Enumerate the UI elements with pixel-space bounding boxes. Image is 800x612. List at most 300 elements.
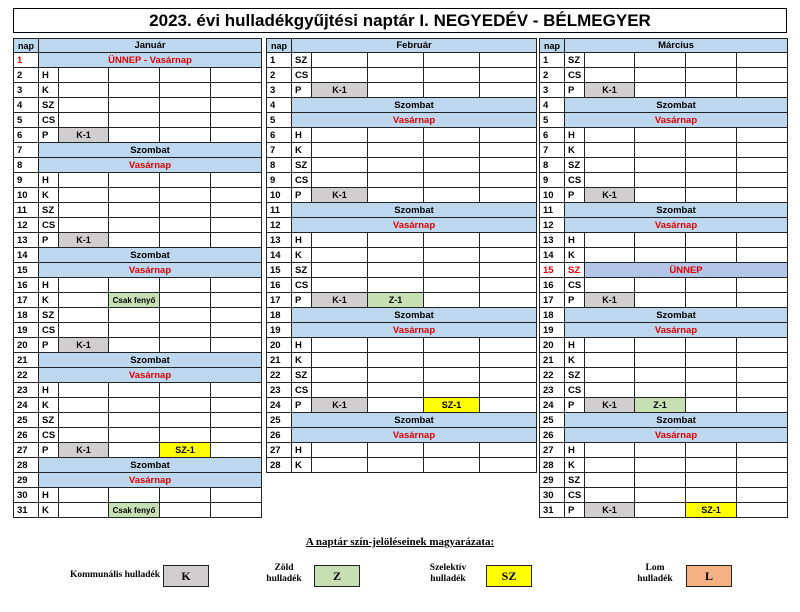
day-number: 31: [540, 503, 565, 518]
day-name: SZ: [292, 53, 312, 68]
collection-cell: [585, 353, 635, 368]
day-row: [14, 98, 262, 113]
day-name: K: [39, 188, 59, 203]
nap-header: nap: [14, 39, 39, 53]
day-name: CS: [39, 113, 59, 128]
day-row: [267, 143, 537, 158]
day-number: 28: [540, 458, 565, 473]
collection-cell: [312, 368, 368, 383]
collection-cell: [368, 398, 424, 413]
day-row: [14, 308, 262, 323]
day-name: CS: [565, 68, 585, 83]
collection-cell: [160, 68, 211, 83]
collection-cell: [585, 473, 635, 488]
collection-cell: [368, 188, 424, 203]
day-name: SZ: [39, 308, 59, 323]
collection-cell: [211, 173, 262, 188]
saturday-label: Szombat: [292, 203, 537, 218]
day-number: 17: [267, 293, 292, 308]
collection-cell: [368, 83, 424, 98]
collection-cell: [160, 188, 211, 203]
collection-k-cell: K-1: [59, 128, 109, 143]
day-name: K: [39, 83, 59, 98]
day-name: H: [565, 338, 585, 353]
day-number: 2: [540, 68, 565, 83]
day-name: SZ: [565, 263, 585, 278]
collection-cell: [160, 233, 211, 248]
collection-cell: [312, 383, 368, 398]
collection-cell: [312, 53, 368, 68]
day-name: CS: [39, 428, 59, 443]
collection-cell: [424, 338, 480, 353]
day-row: [540, 68, 788, 83]
day-number: 28: [14, 458, 39, 473]
collection-cell: [635, 458, 686, 473]
collection-k-cell: K-1: [59, 338, 109, 353]
collection-cell: [160, 413, 211, 428]
day-name: H: [39, 68, 59, 83]
day-row: [540, 398, 788, 413]
day-number: 4: [540, 98, 565, 113]
collection-cell: [480, 68, 537, 83]
day-number: 22: [14, 368, 39, 383]
day-number: 27: [540, 443, 565, 458]
collection-cell: [480, 158, 537, 173]
collection-cell: [368, 248, 424, 263]
legend-box-l: L: [686, 565, 732, 587]
month-header-row: [540, 39, 788, 53]
collection-cell: [480, 143, 537, 158]
day-row: [14, 188, 262, 203]
day-row: [14, 173, 262, 188]
legend-box-k: K: [163, 565, 209, 587]
day-number: 10: [267, 188, 292, 203]
day-name: H: [565, 443, 585, 458]
day-number: 24: [267, 398, 292, 413]
collection-cell: [59, 503, 109, 518]
collection-cell: [109, 188, 160, 203]
collection-cell: [424, 383, 480, 398]
collection-cell: [211, 443, 262, 458]
day-number: 18: [540, 308, 565, 323]
day-number: 18: [267, 308, 292, 323]
day-name: CS: [292, 173, 312, 188]
day-row: [540, 173, 788, 188]
day-row: [14, 248, 262, 263]
collection-cell: [312, 233, 368, 248]
day-row: [267, 53, 537, 68]
collection-cell: [585, 128, 635, 143]
day-name: K: [39, 503, 59, 518]
collection-k-cell: K-1: [585, 293, 635, 308]
collection-cell: [635, 188, 686, 203]
collection-cell: [424, 68, 480, 83]
collection-cell: [480, 263, 537, 278]
collection-cell: [424, 83, 480, 98]
february-table: [266, 38, 537, 473]
collection-cell: [368, 458, 424, 473]
saturday-label: Szombat: [292, 98, 537, 113]
day-number: 20: [14, 338, 39, 353]
day-row: [14, 458, 262, 473]
day-number: 28: [267, 458, 292, 473]
day-number: 26: [14, 428, 39, 443]
collection-cell: [211, 488, 262, 503]
saturday-label: Szombat: [565, 98, 788, 113]
day-name: P: [292, 83, 312, 98]
day-name: CS: [292, 383, 312, 398]
collection-cell: [59, 308, 109, 323]
collection-cell: [160, 218, 211, 233]
day-name: CS: [39, 323, 59, 338]
day-name: P: [565, 188, 585, 203]
day-number: 9: [267, 173, 292, 188]
day-number: 8: [267, 158, 292, 173]
collection-cell: [737, 53, 788, 68]
day-row: [14, 143, 262, 158]
collection-cell: [585, 278, 635, 293]
day-number: 20: [267, 338, 292, 353]
collection-cell: [585, 53, 635, 68]
day-number: 5: [14, 113, 39, 128]
collection-cell: [59, 68, 109, 83]
collection-cell: [109, 233, 160, 248]
day-name: P: [565, 293, 585, 308]
collection-cell: [368, 68, 424, 83]
collection-cell: [480, 83, 537, 98]
day-row: [267, 443, 537, 458]
day-number: 15: [14, 263, 39, 278]
collection-k-cell: K-1: [59, 443, 109, 458]
collection-sz-cell: SZ-1: [686, 503, 737, 518]
collection-cell: [635, 53, 686, 68]
collection-cell: [424, 53, 480, 68]
day-name: SZ: [39, 98, 59, 113]
collection-cell: [211, 68, 262, 83]
day-name: H: [292, 128, 312, 143]
collection-cell: [424, 233, 480, 248]
day-name: P: [292, 188, 312, 203]
collection-cell: [312, 353, 368, 368]
day-name: P: [292, 398, 312, 413]
day-row: [14, 293, 262, 308]
collection-cell: [59, 203, 109, 218]
collection-k-cell: K-1: [59, 233, 109, 248]
day-name: CS: [565, 278, 585, 293]
day-row: [14, 203, 262, 218]
day-name: P: [39, 233, 59, 248]
collection-cell: [160, 98, 211, 113]
collection-cell: [686, 473, 737, 488]
day-row: [540, 203, 788, 218]
collection-cell: [737, 458, 788, 473]
collection-cell: [424, 143, 480, 158]
day-name: K: [565, 248, 585, 263]
sunday-label: Vasárnap: [565, 113, 788, 128]
day-number: 26: [267, 428, 292, 443]
day-row: [14, 278, 262, 293]
day-number: 11: [540, 203, 565, 218]
day-number: 8: [14, 158, 39, 173]
collection-cell: [109, 203, 160, 218]
day-row: [267, 458, 537, 473]
day-number: 30: [14, 488, 39, 503]
collection-cell: [635, 503, 686, 518]
collection-cell: [59, 383, 109, 398]
collection-cell: [480, 383, 537, 398]
collection-cell: [737, 143, 788, 158]
day-name: SZ: [565, 473, 585, 488]
collection-cell: [635, 248, 686, 263]
day-number: 23: [540, 383, 565, 398]
collection-cell: [109, 413, 160, 428]
collection-cell: [635, 68, 686, 83]
saturday-label: Szombat: [39, 143, 262, 158]
collection-cell: [312, 248, 368, 263]
day-name: H: [292, 233, 312, 248]
day-name: CS: [565, 383, 585, 398]
sunday-label: Vasárnap: [39, 368, 262, 383]
collection-cell: [109, 278, 160, 293]
day-number: 17: [540, 293, 565, 308]
day-row: [267, 113, 537, 128]
day-row: [540, 113, 788, 128]
day-name: SZ: [292, 263, 312, 278]
collection-cell: [368, 53, 424, 68]
collection-cell: [686, 278, 737, 293]
collection-cell: [160, 278, 211, 293]
day-row: [540, 323, 788, 338]
collection-cell: [211, 83, 262, 98]
day-number: 1: [540, 53, 565, 68]
day-number: 21: [540, 353, 565, 368]
legend-label-zold: Zöld hulladék: [266, 563, 302, 584]
day-number: 25: [14, 413, 39, 428]
collection-cell: [635, 128, 686, 143]
day-row: [540, 218, 788, 233]
day-name: H: [39, 383, 59, 398]
day-row: [540, 353, 788, 368]
collection-cell: [585, 233, 635, 248]
day-row: [540, 308, 788, 323]
collection-cell: [737, 233, 788, 248]
day-row: [14, 53, 262, 68]
day-row: [267, 68, 537, 83]
day-name: H: [39, 488, 59, 503]
day-name: P: [565, 83, 585, 98]
day-number: 24: [540, 398, 565, 413]
collection-cell: [211, 308, 262, 323]
day-row: [14, 353, 262, 368]
collection-cell: [59, 428, 109, 443]
day-number: 7: [267, 143, 292, 158]
collection-cell: [585, 248, 635, 263]
collection-cell: [585, 173, 635, 188]
day-row: [14, 368, 262, 383]
collection-cell: [585, 443, 635, 458]
day-row: [267, 293, 537, 308]
collection-cell: [737, 158, 788, 173]
collection-cell: [585, 338, 635, 353]
day-row: [267, 248, 537, 263]
day-row: [267, 203, 537, 218]
collection-cell: [312, 458, 368, 473]
day-row: [267, 413, 537, 428]
day-row: [267, 278, 537, 293]
collection-cell: [211, 98, 262, 113]
collection-cell: [686, 383, 737, 398]
day-row: [540, 428, 788, 443]
collection-cell: [480, 53, 537, 68]
day-number: 2: [267, 68, 292, 83]
collection-cell: [59, 278, 109, 293]
collection-cell: [368, 233, 424, 248]
collection-cell: [686, 443, 737, 458]
collection-cell: [480, 233, 537, 248]
collection-cell: [424, 293, 480, 308]
day-number: 14: [267, 248, 292, 263]
day-number: 6: [540, 128, 565, 143]
collection-cell: [160, 398, 211, 413]
collection-cell: [635, 293, 686, 308]
collection-cell: [368, 368, 424, 383]
day-name: SZ: [39, 413, 59, 428]
collection-cell: [480, 338, 537, 353]
day-number: 12: [540, 218, 565, 233]
legend-box-sz: SZ: [486, 565, 532, 587]
collection-cell: [585, 68, 635, 83]
day-number: 4: [14, 98, 39, 113]
day-row: [14, 413, 262, 428]
day-row: [267, 323, 537, 338]
collection-sz-cell: SZ-1: [160, 443, 211, 458]
sunday-label: Vasárnap: [565, 218, 788, 233]
collection-cell: [480, 128, 537, 143]
collection-k-cell: K-1: [585, 398, 635, 413]
collection-cell: [59, 188, 109, 203]
day-row: [267, 308, 537, 323]
day-name: SZ: [39, 203, 59, 218]
day-number: 14: [14, 248, 39, 263]
collection-cell: [59, 98, 109, 113]
collection-sz-cell: SZ-1: [424, 398, 480, 413]
day-row: [14, 443, 262, 458]
holiday-label: ÜNNEP: [585, 263, 788, 278]
collection-cell: [737, 368, 788, 383]
nap-header: nap: [540, 39, 565, 53]
collection-cell: [480, 443, 537, 458]
collection-cell: [480, 188, 537, 203]
collection-cell: [635, 443, 686, 458]
collection-k-cell: K-1: [312, 293, 368, 308]
day-row: [267, 173, 537, 188]
day-name: K: [565, 143, 585, 158]
collection-cell: [635, 488, 686, 503]
collection-cell: [424, 128, 480, 143]
collection-cell: [424, 173, 480, 188]
day-number: 21: [267, 353, 292, 368]
day-number: 10: [14, 188, 39, 203]
collection-cell: [480, 173, 537, 188]
collection-cell: [160, 173, 211, 188]
day-row: [267, 398, 537, 413]
collection-cell: [59, 413, 109, 428]
collection-cell: [211, 323, 262, 338]
collection-cell: [109, 428, 160, 443]
collection-cell: [424, 443, 480, 458]
collection-cell: [160, 203, 211, 218]
sunday-label: Vasárnap: [292, 323, 537, 338]
collection-cell: [635, 143, 686, 158]
collection-k-cell: K-1: [312, 83, 368, 98]
day-row: [267, 368, 537, 383]
sunday-label: Vasárnap: [292, 428, 537, 443]
collection-cell: [109, 83, 160, 98]
day-name: P: [39, 128, 59, 143]
collection-cell: [585, 158, 635, 173]
collection-cell: [109, 128, 160, 143]
collection-cell: [59, 83, 109, 98]
day-number: 22: [267, 368, 292, 383]
day-number: 13: [540, 233, 565, 248]
day-row: [267, 383, 537, 398]
collection-cell: [480, 353, 537, 368]
day-row: [14, 398, 262, 413]
day-row: [540, 488, 788, 503]
collection-cell: [737, 383, 788, 398]
collection-cell: [585, 458, 635, 473]
day-row: [540, 278, 788, 293]
day-row: [14, 263, 262, 278]
collection-cell: [211, 113, 262, 128]
collection-cell: [211, 218, 262, 233]
day-name: SZ: [565, 158, 585, 173]
collection-cell: [109, 338, 160, 353]
day-row: [267, 353, 537, 368]
collection-cell: [686, 68, 737, 83]
collection-k-cell: K-1: [312, 398, 368, 413]
collection-cell: [160, 83, 211, 98]
collection-cell: [109, 488, 160, 503]
collection-cell: [686, 353, 737, 368]
day-name: SZ: [292, 368, 312, 383]
collection-cell: [312, 143, 368, 158]
saturday-label: Szombat: [39, 458, 262, 473]
collection-cell: [635, 473, 686, 488]
saturday-label: Szombat: [565, 413, 788, 428]
day-row: [540, 383, 788, 398]
collection-cell: [211, 383, 262, 398]
collection-cell: [686, 158, 737, 173]
day-name: SZ: [292, 158, 312, 173]
collection-k-cell: K-1: [585, 188, 635, 203]
day-row: [540, 443, 788, 458]
collection-cell: [312, 68, 368, 83]
day-number: 3: [14, 83, 39, 98]
day-row: [540, 158, 788, 173]
saturday-label: Szombat: [39, 248, 262, 263]
collection-cell: [686, 188, 737, 203]
day-number: 11: [267, 203, 292, 218]
day-number: 24: [14, 398, 39, 413]
day-number: 30: [540, 488, 565, 503]
collection-cell: [368, 173, 424, 188]
collection-cell: [368, 383, 424, 398]
collection-cell: [686, 248, 737, 263]
collection-cell: [424, 458, 480, 473]
collection-cell: [109, 218, 160, 233]
month-name: Február: [292, 39, 537, 53]
